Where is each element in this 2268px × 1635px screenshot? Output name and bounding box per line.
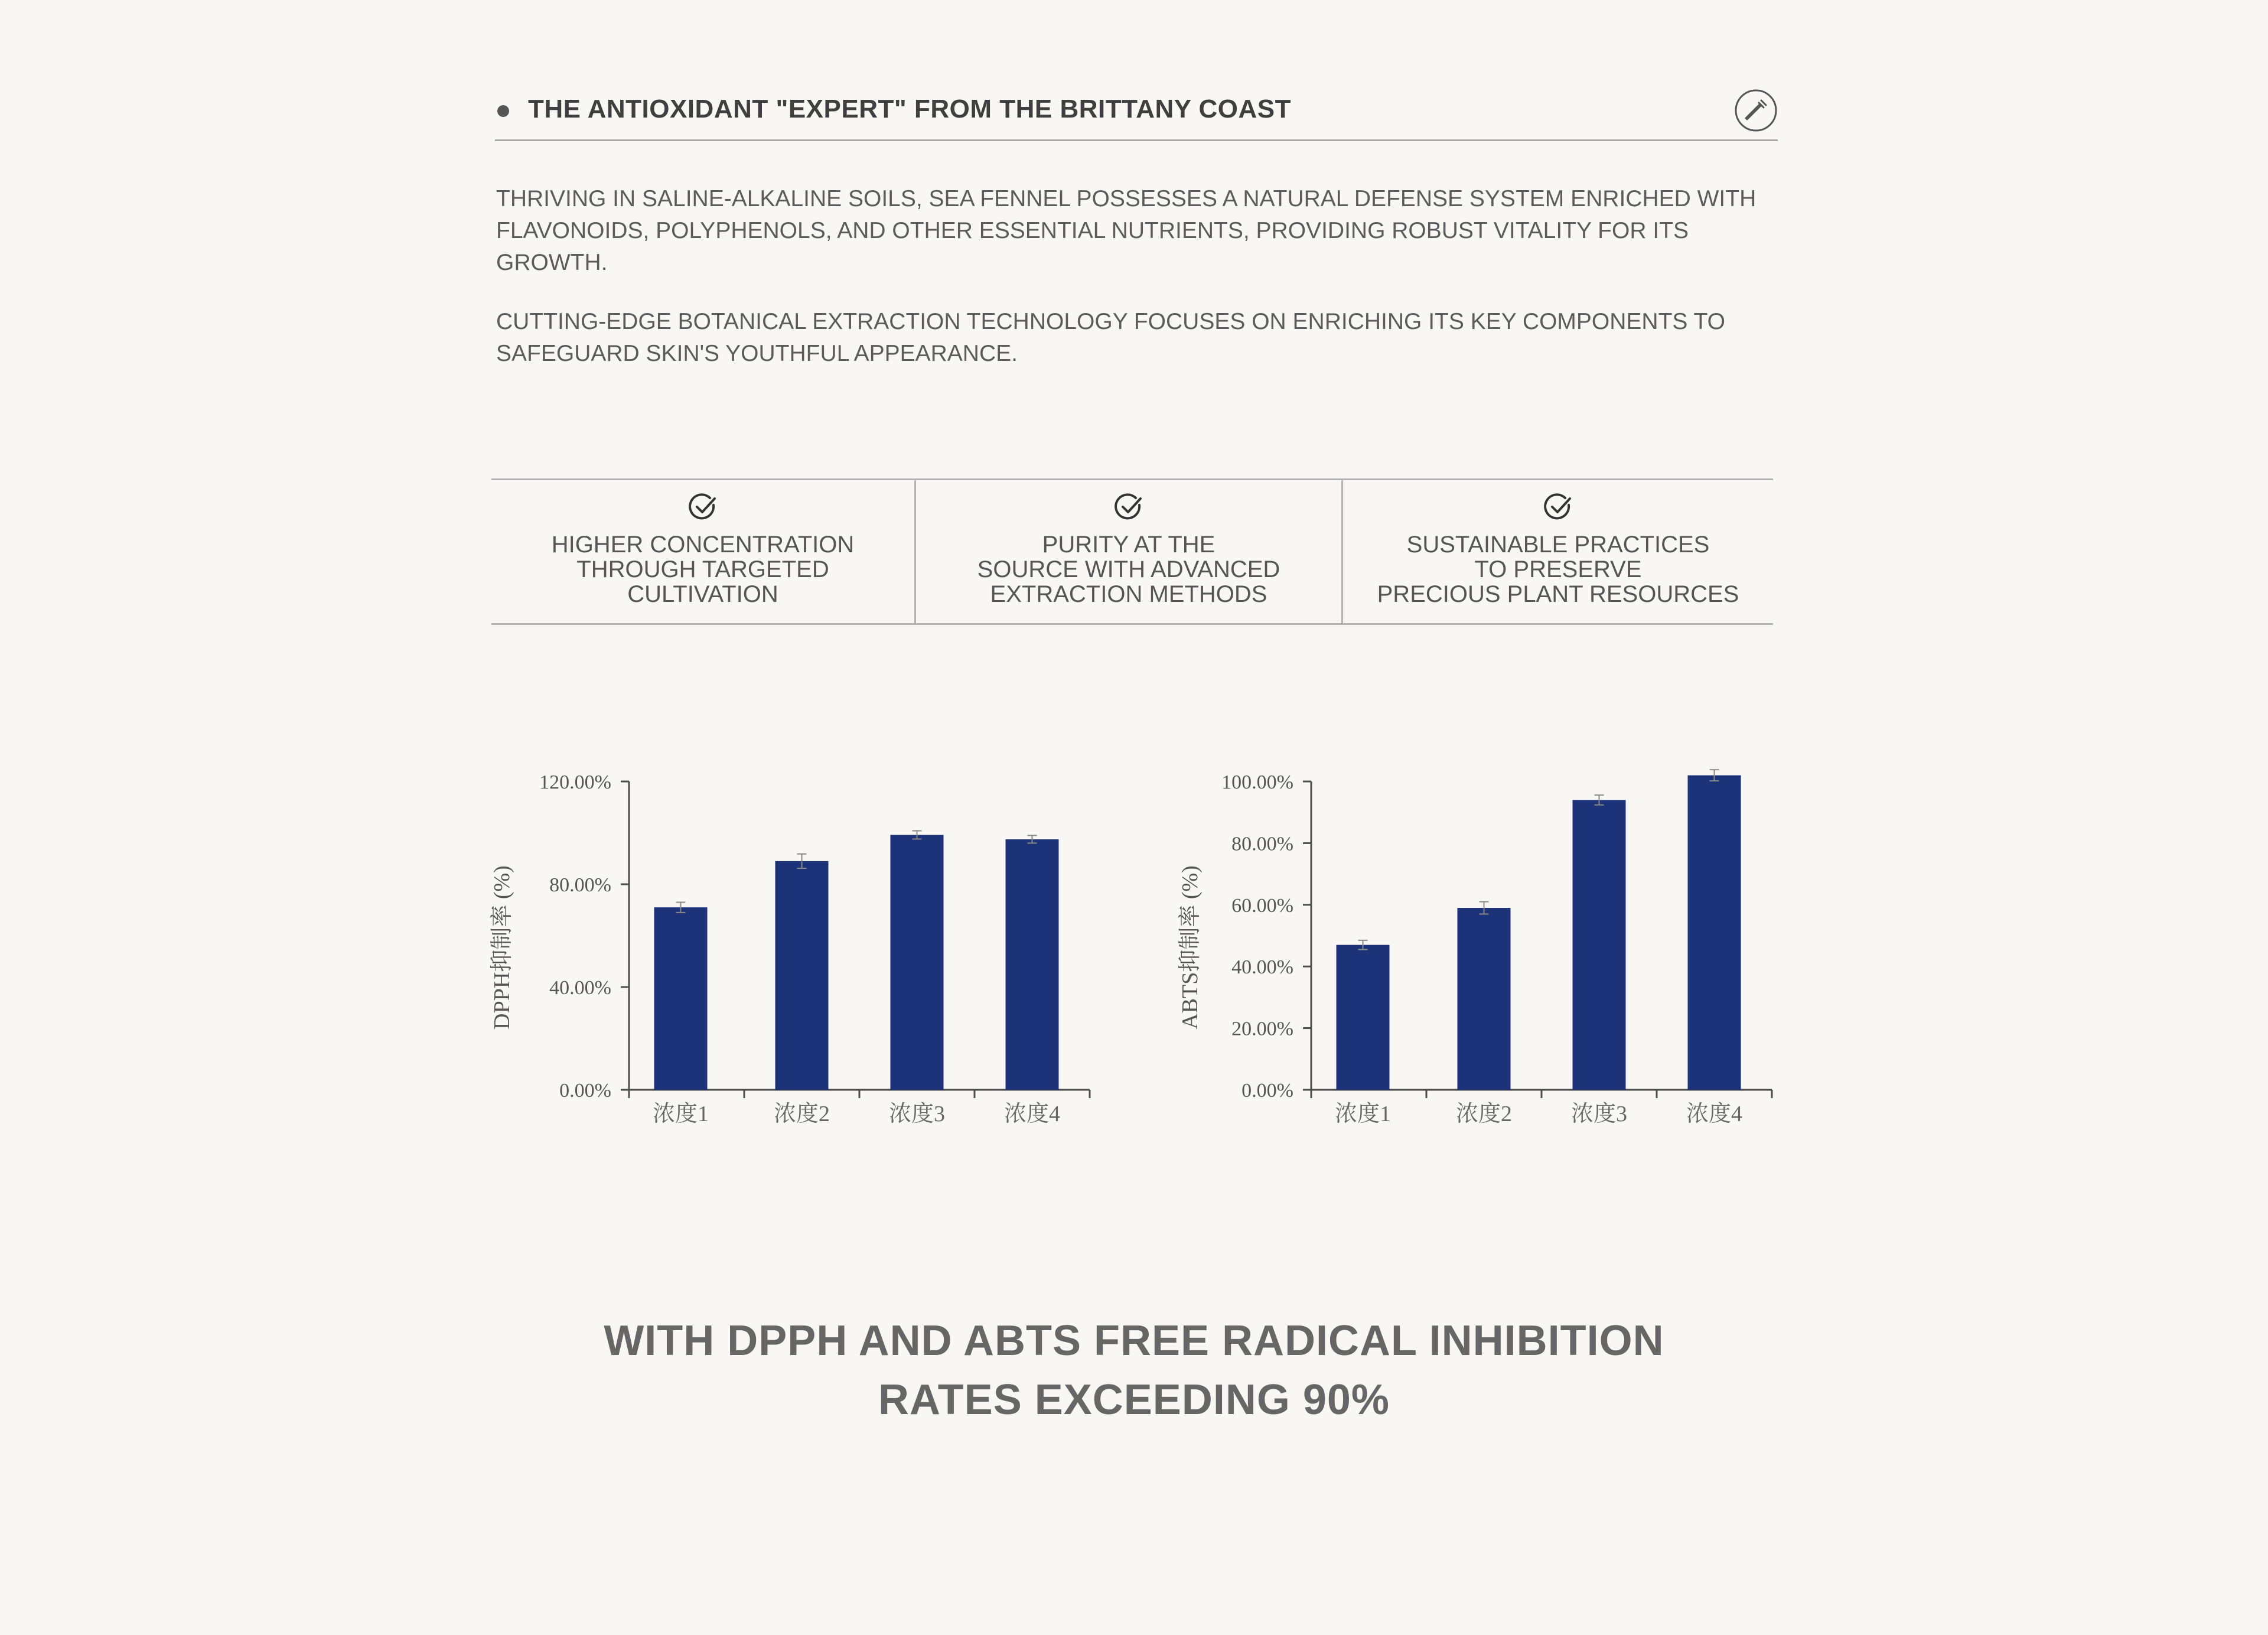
dpph-category-label: 浓度3 bbox=[888, 1102, 946, 1126]
dpph-chart-svg bbox=[484, 756, 1110, 1146]
abts-y-tick-label: 40.00% bbox=[1231, 956, 1293, 979]
check-circle-icon bbox=[1542, 491, 1575, 524]
dpph-chart bbox=[484, 756, 1110, 1149]
dpph-category-label: 浓度1 bbox=[652, 1102, 709, 1126]
dropper-icon bbox=[1734, 89, 1778, 132]
abts-chart-svg bbox=[1166, 756, 1793, 1146]
conclusion-line-1: WITH DPPH AND ABTS FREE RADICAL INHIBITION bbox=[604, 1317, 1664, 1364]
dpph-category-label: 浓度4 bbox=[1003, 1102, 1061, 1126]
abts-category-label: 浓度2 bbox=[1455, 1102, 1513, 1126]
abts-bar bbox=[1458, 908, 1511, 1090]
abts-category-label: 浓度4 bbox=[1686, 1102, 1743, 1126]
dpph-bar bbox=[654, 907, 708, 1090]
abts-y-tick-label: 80.00% bbox=[1231, 833, 1293, 855]
abts-bar bbox=[1573, 800, 1626, 1090]
check-circle-icon bbox=[686, 491, 719, 524]
dpph-y-axis-title: DPPH抑制率 (%) bbox=[490, 865, 514, 1030]
dpph-y-tick-label: 80.00% bbox=[549, 874, 611, 896]
section-title: THE ANTIOXIDANT "EXPERT" FROM THE BRITTANY COAST bbox=[528, 95, 1292, 123]
abts-category-label: 浓度3 bbox=[1570, 1102, 1628, 1126]
dpph-y-tick-label: 120.00% bbox=[539, 771, 611, 793]
feature-sustainability bbox=[1341, 480, 1773, 623]
feature-label: SUSTAINABLE PRACTICES TO PRESERVE PRECIOUS PLANT RESOURCES bbox=[1377, 532, 1739, 607]
dpph-y-tick-label: 40.00% bbox=[549, 977, 611, 999]
features-row bbox=[491, 478, 1773, 625]
abts-y-tick-label: 0.00% bbox=[1241, 1080, 1293, 1102]
abts-y-tick-label: 60.00% bbox=[1231, 894, 1293, 917]
abts-bar bbox=[1337, 945, 1390, 1090]
abts-chart bbox=[1166, 756, 1793, 1149]
dpph-category-label: 浓度2 bbox=[773, 1102, 830, 1126]
feature-label: PURITY AT THE SOURCE WITH ADVANCED EXTRACTION METHODS bbox=[977, 532, 1280, 607]
dpph-bar bbox=[891, 835, 944, 1090]
conclusion-text bbox=[0, 1311, 2268, 1429]
dpph-y-tick-label: 0.00% bbox=[559, 1080, 611, 1102]
check-circle-icon bbox=[1112, 491, 1145, 524]
abts-y-axis-title: ABTS抑制率 (%) bbox=[1178, 865, 1203, 1030]
abts-y-tick-label: 20.00% bbox=[1231, 1018, 1293, 1040]
dpph-bar bbox=[775, 861, 829, 1090]
feature-concentration bbox=[491, 480, 914, 623]
feature-label: HIGHER CONCENTRATION THROUGH TARGETED CULTIVATION bbox=[551, 532, 855, 607]
abts-bar bbox=[1688, 776, 1741, 1090]
feature-purity bbox=[914, 480, 1341, 623]
intro-paragraph-1: THRIVING IN SALINE-ALKALINE SOILS, SEA FENNEL POSSESSES A NATURAL DEFENSE SYSTEM ENRICHED WITH FLAVONOIDS, POLYPHENOLS, AND OTHER ESSENTIAL NUTRIENTS, PROVIDING ROBUST VITALITY FOR ITS GROWTH. bbox=[496, 186, 1757, 275]
bullet-dot bbox=[497, 105, 509, 117]
intro-paragraph-2: CUTTING-EDGE BOTANICAL EXTRACTION TECHNOLOGY FOCUSES ON ENRICHING ITS KEY COMPONENTS TO SAFEGUARD SKIN'S YOUTHFUL APPEARANCE. bbox=[496, 309, 1725, 366]
abts-y-tick-label: 100.00% bbox=[1221, 771, 1293, 793]
abts-category-label: 浓度1 bbox=[1334, 1102, 1392, 1126]
dpph-bar bbox=[1006, 839, 1059, 1090]
section-header bbox=[495, 89, 1778, 141]
conclusion-line-2: RATES EXCEEDING 90% bbox=[878, 1376, 1390, 1424]
